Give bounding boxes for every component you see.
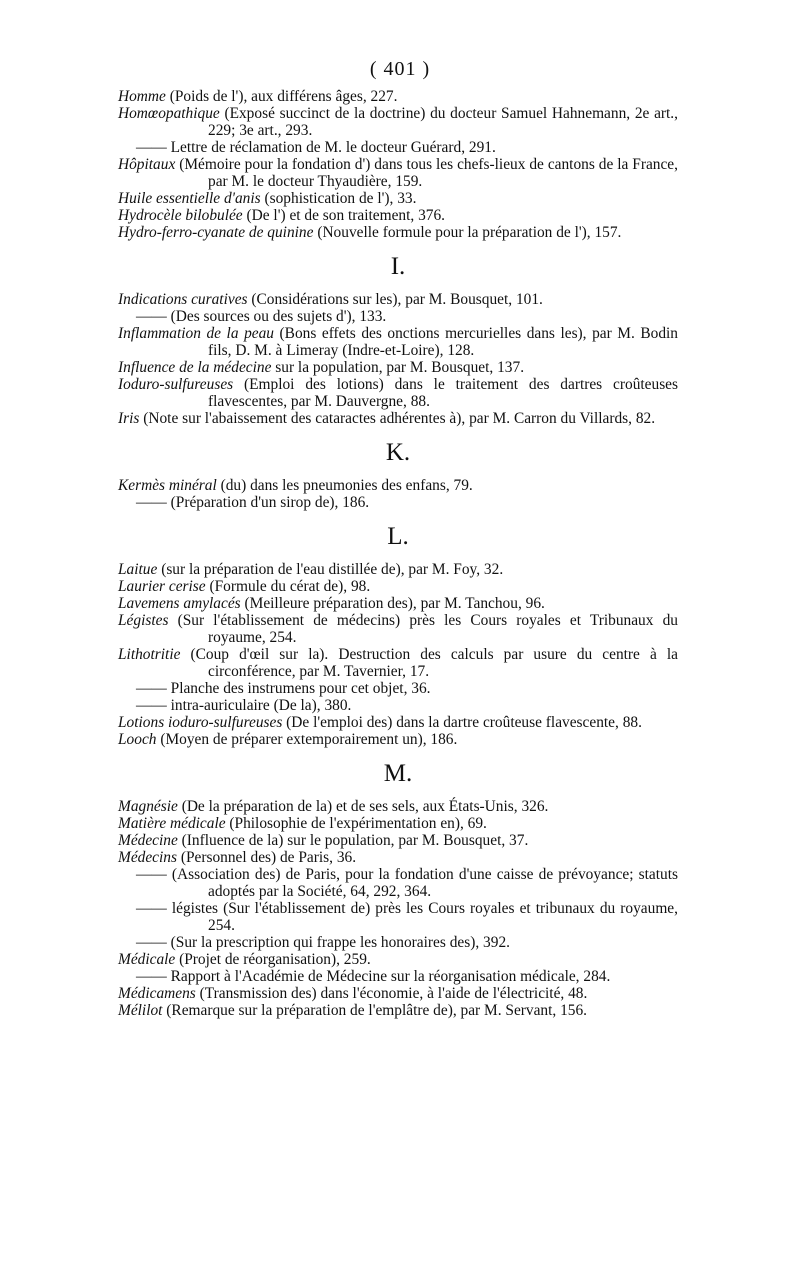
entry-text: (Exposé succinct de la doctrine) du docteur Samuel Hahnemann, 2e art., 229; 3e art., 293. [208, 105, 678, 139]
index-subentry [118, 968, 678, 985]
index-section [118, 88, 678, 241]
index-subentry [118, 900, 678, 934]
index-entry [118, 714, 678, 731]
index-entry [118, 815, 678, 832]
entry-term: Lavemens amylacés [118, 595, 241, 612]
index-entry [118, 291, 678, 308]
entry-text: (Nouvelle formule pour la préparation de l'), 157. [313, 224, 622, 241]
entry-term: Iris [118, 410, 140, 427]
entry-text: (Philosophie de l'expérimentation en), 69. [225, 815, 487, 832]
entry-term: Médecine [118, 832, 178, 849]
entry-term: Médecins [118, 849, 177, 866]
index-section [118, 523, 678, 748]
index-entry [118, 612, 678, 646]
entry-text: —— Lettre de réclamation de M. le docteur Guérard, 291. [136, 139, 496, 156]
entry-text: (Mémoire pour la fondation d') dans tous les chefs-lieux de cantons de la France, par M. le docteur Thyaudière, 159. [175, 156, 678, 190]
index-content [118, 88, 678, 1019]
index-entry [118, 832, 678, 849]
entry-text: —— légistes (Sur l'établissement de) près les Cours royales et tribunaux du royaume, 254. [136, 900, 678, 934]
index-entry [118, 88, 678, 105]
entry-text: —— (Des sources ou des sujets d'), 133. [136, 308, 387, 325]
entry-text: (sur la préparation de l'eau distillée de), par M. Foy, 32. [157, 561, 504, 578]
index-section [118, 253, 678, 427]
entry-text: (De la préparation de la) et de ses sels, aux États-Unis, 326. [177, 798, 549, 815]
section-letter: M. [383, 760, 413, 787]
entry-term: Influence de la médecine [118, 359, 272, 376]
entry-term: Hôpitaux [118, 156, 176, 173]
entry-text: (du) dans les pneumonies des enfans, 79. [216, 477, 473, 494]
index-section [118, 760, 678, 1019]
entry-term: Lotions ioduro-sulfureuses [118, 714, 283, 731]
index-entry [118, 849, 678, 866]
entry-term: Médicamens [118, 985, 196, 1002]
entry-text: —— Rapport à l'Académie de Médecine sur la réorganisation médicale, 284. [136, 968, 611, 985]
index-section [118, 439, 678, 511]
entry-term: Homœopathique [118, 105, 220, 122]
entry-text: (Remarque sur la préparation de l'emplâtre de), par M. Servant, 156. [162, 1002, 588, 1019]
entry-term: Lithotritie [118, 646, 181, 663]
entry-text: (Meilleure préparation des), par M. Tanchou, 96. [240, 595, 545, 612]
entry-text: (Bons effets des onctions mercurielles dans les), par M. Bodin fils, D. M. à Limeray (Indre-et-Loire), 128. [208, 325, 678, 359]
index-subentry [118, 697, 678, 714]
index-entry [118, 578, 678, 595]
entry-text: (De l') et de son traitement, 376. [242, 207, 446, 224]
entry-text: —— (Sur la prescription qui frappe les honoraires des), 392. [136, 934, 510, 951]
entry-text: (Considérations sur les), par M. Bousquet, 101. [247, 291, 543, 308]
section-letter: K. [385, 439, 411, 466]
index-subentry [118, 308, 678, 325]
index-entry [118, 731, 678, 748]
index-subentry [118, 934, 678, 951]
entry-text: (Projet de réorganisation), 259. [175, 951, 371, 968]
entry-text: (Formule du cérat de), 98. [205, 578, 371, 595]
entry-term: Légistes [118, 612, 169, 629]
index-entry [118, 477, 678, 494]
index-subentry [118, 494, 678, 511]
entry-term: Laurier cerise [118, 578, 206, 595]
entry-term: Homme [118, 88, 166, 105]
entry-text: (Moyen de préparer extemporairement un), 186. [156, 731, 458, 748]
entry-text: sur la population, par M. Bousquet, 137. [271, 359, 525, 376]
entry-text: (Poids de l'), aux différens âges, 227. [165, 88, 398, 105]
entry-term: Looch [118, 731, 157, 748]
section-letter: I. [390, 253, 406, 280]
page-number: ( 401 ) [369, 58, 431, 80]
entry-term: Mélilot [118, 1002, 163, 1019]
index-subentry [118, 866, 678, 900]
entry-text: —— intra-auriculaire (De la), 380. [136, 697, 352, 714]
index-entry [118, 561, 678, 578]
entry-term: Indications curatives [118, 291, 248, 308]
index-entry [118, 156, 678, 190]
entry-text: (Coup d'œil sur la). Destruction des calculs par usure du centre à la circonférence, par M. Tavernier, 17. [180, 646, 678, 680]
entry-term: Médicale [118, 951, 176, 968]
index-entry [118, 325, 678, 359]
index-entry [118, 798, 678, 815]
index-entry [118, 595, 678, 612]
index-entry [118, 224, 678, 241]
index-subentry [118, 680, 678, 697]
index-entry [118, 359, 678, 376]
index-entry [118, 1002, 678, 1019]
index-entry [118, 376, 678, 410]
index-entry [118, 207, 678, 224]
index-entry [118, 410, 678, 427]
entry-text: —— (Préparation d'un sirop de), 186. [136, 494, 370, 511]
entry-text: (Emploi des lotions) dans le traitement des dartres croûteuses flavescentes, par M. Dauvergne, 88. [208, 376, 678, 410]
section-letter: L. [387, 523, 409, 550]
index-entry [118, 105, 678, 139]
index-entry [118, 646, 678, 680]
entry-text: —— Planche des instrumens pour cet objet, 36. [136, 680, 431, 697]
entry-text: (Influence de la) sur le population, par M. Bousquet, 37. [177, 832, 529, 849]
entry-term: Ioduro-sulfureuses [118, 376, 234, 393]
entry-text: (De l'emploi des) dans la dartre croûteuse flavescente, 88. [282, 714, 642, 731]
index-subentry [118, 139, 678, 156]
entry-term: Inflammation de la peau [118, 325, 274, 342]
index-entry [118, 190, 678, 207]
index-entry [118, 985, 678, 1002]
entry-text: —— (Association des) de Paris, pour la fondation d'une caisse de prévoyance; statuts adoptés par la Société, 64, 292, 364. [136, 866, 678, 900]
entry-text: (sophistication de l'), 33. [260, 190, 417, 207]
entry-text: (Personnel des) de Paris, 36. [176, 849, 357, 866]
entry-term: Magnésie [118, 798, 178, 815]
entry-term: Laitue [118, 561, 158, 578]
index-entry [118, 951, 678, 968]
entry-term: Hydro-ferro-cyanate de quinine [118, 224, 314, 241]
entry-term: Kermès minéral [118, 477, 217, 494]
entry-term: Hydrocèle bilobulée [118, 207, 243, 224]
entry-term: Matière médicale [118, 815, 226, 832]
entry-text: (Transmission des) dans l'économie, à l'aide de l'électricité, 48. [195, 985, 588, 1002]
entry-text: (Note sur l'abaissement des cataractes adhérentes à), par M. Carron du Villards, 82. [139, 410, 656, 427]
entry-text: (Sur l'établissement de médecins) près les Cours royales et Tribunaux du royaume, 254. [168, 612, 678, 646]
entry-term: Huile essentielle d'anis [118, 190, 261, 207]
